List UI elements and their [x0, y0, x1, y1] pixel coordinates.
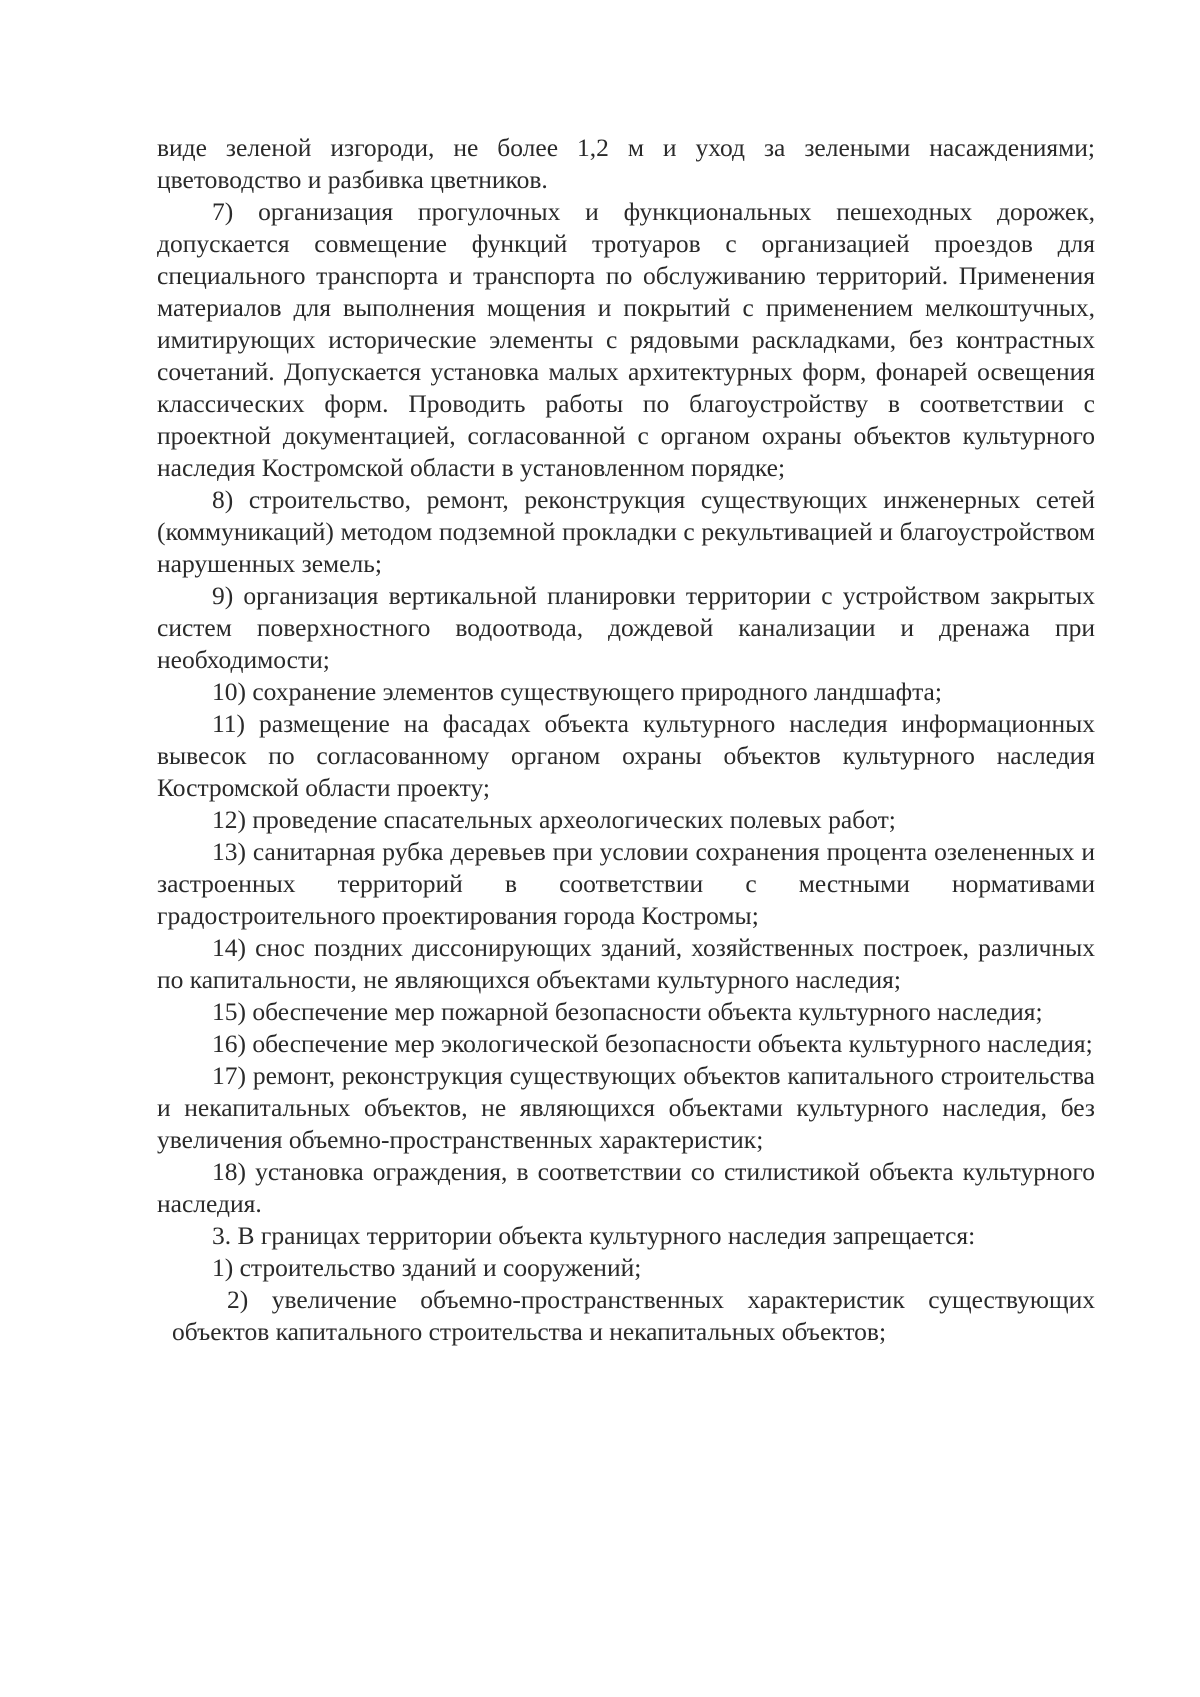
- paragraph-item-11: 11) размещение на фасадах объекта культурного наследия информационных вывесок по согласованному органом охраны объектов культурного наследия Костромской области проекту;: [157, 709, 1095, 802]
- section-3-heading: 3. В границах территории объекта культурного наследия запрещается:: [212, 1221, 976, 1250]
- paragraph-item-8: 8) строительство, ремонт, реконструкция существующих инженерных сетей (коммуникаций) методом подземной прокладки с рекультивацией и благоустройством нарушенных земель;: [157, 485, 1095, 578]
- paragraph-item-13: 13) санитарная рубка деревьев при условии сохранения процента озелененных и застроенных территорий в соответствии с местными нормативами градостроительного проектирования города Костромы;: [157, 837, 1095, 930]
- paragraph-item-15: 15) обеспечение мер пожарной безопасности объекта культурного наследия;: [212, 997, 1043, 1026]
- section-3-item-1: 1) строительство зданий и сооружений;: [212, 1253, 642, 1282]
- paragraph-item-10: 10) сохранение элементов существующего природного ландшафта;: [212, 677, 942, 706]
- paragraph-item-16: 16) обеспечение мер экологической безопасности объекта культурного наследия;: [212, 1029, 1093, 1058]
- paragraph-item-18: 18) установка ограждения, в соответствии со стилистикой объекта культурного наследия.: [157, 1157, 1095, 1218]
- paragraph-continuation: виде зеленой изгороди, не более 1,2 м и уход за зелеными насаждениями; цветоводство и разбивка цветников.: [157, 133, 1095, 194]
- paragraph-item-14: 14) снос поздних диссонирующих зданий, хозяйственных построек, различных по капитальности, не являющихся объектами культурного наследия;: [157, 933, 1095, 994]
- section-3-item-2: 2) увеличение объемно-пространственных характеристик существующих объектов капитального строительства и некапитальных объектов;: [172, 1285, 1095, 1346]
- paragraph-item-9: 9) организация вертикальной планировки территории с устройством закрытых систем поверхностного водоотвода, дождевой канализации и дренажа при необходимости;: [157, 581, 1095, 674]
- document-page: [157, 132, 1095, 1348]
- paragraph-item-12: 12) проведение спасательных археологических полевых работ;: [212, 805, 896, 834]
- paragraph-item-7: 7) организация прогулочных и функциональных пешеходных дорожек, допускается совмещение функций тротуаров с организацией проездов для специального транспорта и транспорта по обслуживанию территорий. Применения материалов для выполнения мощения и покрытий с применением мелкоштучных, имитирующих исторические элементы с рядовыми раскладками, без контрастных сочетаний. Допускается установка малых архитектурных форм, фонарей освещения классических форм. Проводить работы по благоустройству в соответствии с проектной документацией, согласованной с органом охраны объектов культурного наследия Костромской области в установленном порядке;: [157, 197, 1095, 482]
- paragraph-item-17: 17) ремонт, реконструкция существующих объектов капитального строительства и некапитальных объектов, не являющихся объектами культурного наследия, без увеличения объемно-пространственных характеристик;: [157, 1061, 1095, 1154]
